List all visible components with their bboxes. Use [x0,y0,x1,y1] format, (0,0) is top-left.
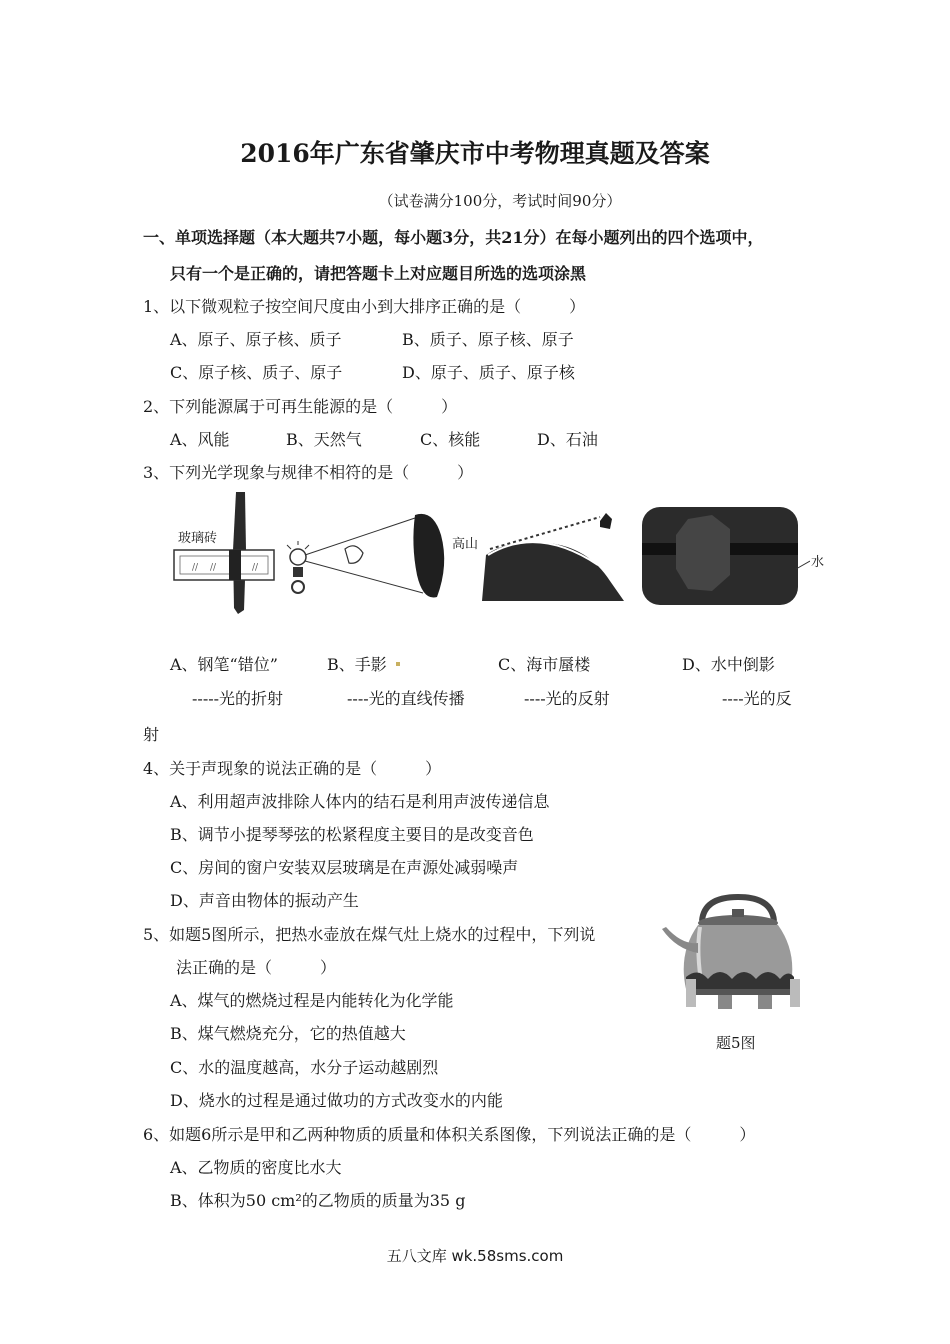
figure-water-reflection [640,505,810,607]
q2-option-c: C、核能 [420,430,481,449]
svg-text://: // [210,563,217,573]
q5-option-a: A、煤气的燃烧过程是内能转化为化学能 [170,991,454,1010]
q4-option-d: D、声音由物体的振动产生 [170,891,359,910]
label-glass-brick: 玻璃砖 [178,531,218,546]
label-water: 水 [811,555,825,570]
q4-option-c: C、房间的窗户安装双层玻璃是在声源处减弱噪声 [170,858,519,877]
q3-option-a: A、钢笔“错位” [170,655,278,674]
exam-info: （试卷满分100分，考试时间90分） [378,192,622,210]
q5-option-d: D、烧水的过程是通过做功的方式改变水的内能 [170,1091,503,1110]
footer-watermark: 五八文库 wk.58sms.com [386,1247,564,1265]
q2-option-b: B、天然气 [286,430,362,449]
q1-option-a: A、原子、原子核、质子 [170,330,342,349]
q1-option-d: D、原子、质子、原子核 [402,363,575,382]
figure-5-caption: 题5图 [716,1034,756,1052]
q3-option-d: D、水中倒影 [682,655,775,674]
q1-option-c: C、原子核、质子、原子 [170,363,343,382]
q3-option-b: B、手影 [327,655,387,674]
q5-option-b: B、煤气燃烧充分，它的热值越大 [170,1024,406,1043]
q3-option-d-rule: ----光的反 [722,689,792,708]
q6-option-b: B、体积为50 cm²的乙物质的质量为35 g [170,1191,466,1210]
figure-hand-shadow [283,505,453,605]
figure-pen-glass-brick [170,490,280,615]
q2-option-a: A、风能 [170,430,230,449]
q3-option-c: C、海市蜃楼 [498,655,591,674]
svg-text://: // [252,563,259,573]
figure-mirage [478,505,628,605]
label-mountain: 高山 [452,537,479,552]
q3-option-a-rule: -----光的折射 [192,689,284,708]
section-heading-line2: 只有一个是正确的，请把答题卡上对应题目所选的选项涂黑 [170,264,587,283]
q2-option-d: D、石油 [537,430,598,449]
section-heading-line1: 一、单项选择题（本大题共7小题，每小题3分，共21分）在每小题列出的四个选项中， [143,228,764,247]
q3-option-b-rule: ----光的直线传播 [347,689,465,708]
q3-option-d-rule-cont: 射 [143,725,160,744]
q3-stem: 3、下列光学现象与规律不相符的是（ ） [143,463,474,482]
q1-stem: 1、以下微观粒子按空间尺度由小到大排序正确的是（ ） [143,297,586,316]
q6-stem: 6、如题6所示是甲和乙两种物质的质量和体积关系图像，下列说法正确的是（ ） [143,1125,756,1144]
q4-stem: 4、关于声现象的说法正确的是（ ） [143,759,442,778]
q5-option-c: C、水的温度越高，水分子运动越剧烈 [170,1058,439,1077]
q2-stem: 2、下列能源属于可再生能源的是（ ） [143,397,458,416]
q6-option-a: A、乙物质的密度比水大 [170,1158,342,1177]
svg-text://: // [192,563,199,573]
q4-option-b: B、调节小提琴琴弦的松紧程度主要目的是改变音色 [170,825,534,844]
page-title: 2016年广东省肇庆市中考物理真题及答案 [240,139,710,168]
q5-stem-line2: 法正确的是（ ） [176,958,337,977]
q1-option-b: B、质子、原子核、原子 [402,330,574,349]
q5-stem-line1: 5、如题5图所示，把热水壶放在煤气灶上烧水的过程中，下列说 [143,925,596,944]
q4-option-a: A、利用超声波排除人体内的结石是利用声波传递信息 [170,792,550,811]
decorative-dot [396,662,400,666]
q3-option-c-rule: ----光的反射 [524,689,610,708]
figure-kettle-on-stove [658,893,808,1013]
